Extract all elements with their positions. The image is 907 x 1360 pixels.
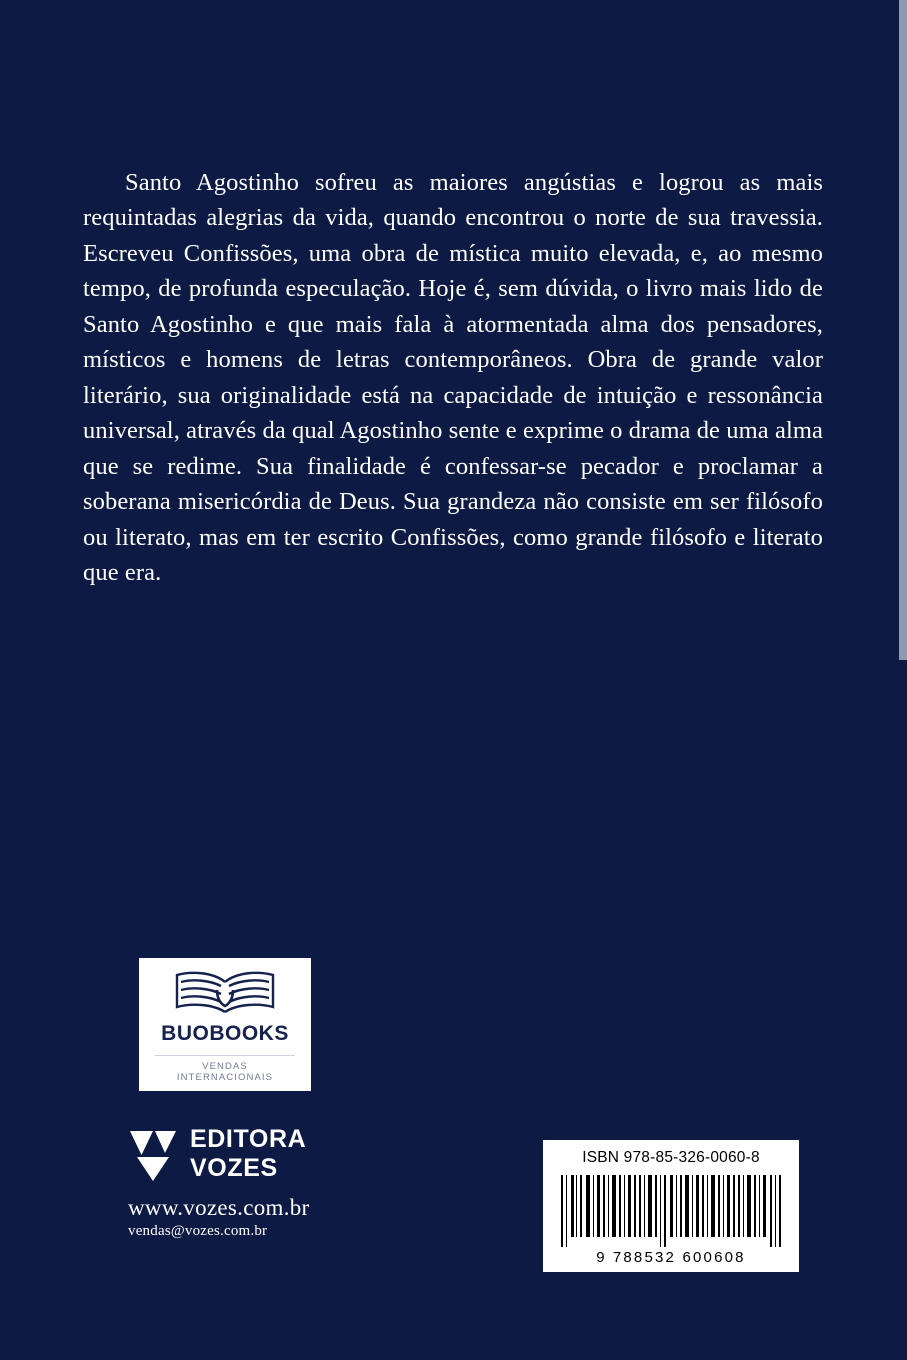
buobooks-logo [139,958,311,1091]
back-cover-blurb: Santo Agostinho sofreu as maiores angústias e logrou as mais requintadas alegrias da vida, quando encontrou o norte de sua travessia. Escreveu Confissões, uma obra de mística muito elevada, e, ao mesmo tempo, de profunda especulação. Hoje é, sem dúvida, o livro mais lido de Santo Agostinho e que mais fala à atormentada alma dos pensadores, místicos e homens de letras contemporâneos. Obra de grande valor literário, sua originalidade está na capacidade de intuição e ressonância universal, através da qual Agostinho sente e exprime o drama de uma alma que se redime. Sua finalidade é confessar-se pecador e proclamar a soberana misericórdia de Deus. Sua grandeza não consiste em ser filósofo ou literato, mas em ter escrito Confissões, como grande filósofo e literato que era. [83,168,823,586]
barcode-left-group: 788532 [612,1249,677,1266]
barcode-digits [555,1249,787,1266]
publisher-email[interactable]: vendas@vozes.com.br [128,1223,268,1239]
publisher-block [128,1125,358,1240]
buobooks-wordmark: BUOBOOKS [161,1022,289,1045]
page-edge-strip-lower [899,660,907,1360]
page-edge-strip [899,0,907,660]
buobooks-tagline: VENDAS INTERNACIONAIS [155,1055,295,1083]
publisher-logo-row [128,1125,358,1183]
open-book-icon [169,966,281,1018]
barcode-icon [555,1171,787,1247]
barcode-lead-digit: 9 [596,1249,607,1266]
publisher-name-line1: EDITORA [190,1125,307,1153]
publisher-name-line2: VOZES [190,1154,278,1182]
publisher-website[interactable]: www.vozes.com.br [128,1195,310,1220]
isbn-barcode-block [543,1140,799,1272]
publisher-name [190,1125,306,1183]
isbn-label: ISBN 978-85-326-0060-8 [582,1149,760,1166]
barcode-right-group: 600608 [682,1249,746,1266]
vozes-v-logo-icon [128,1125,178,1183]
